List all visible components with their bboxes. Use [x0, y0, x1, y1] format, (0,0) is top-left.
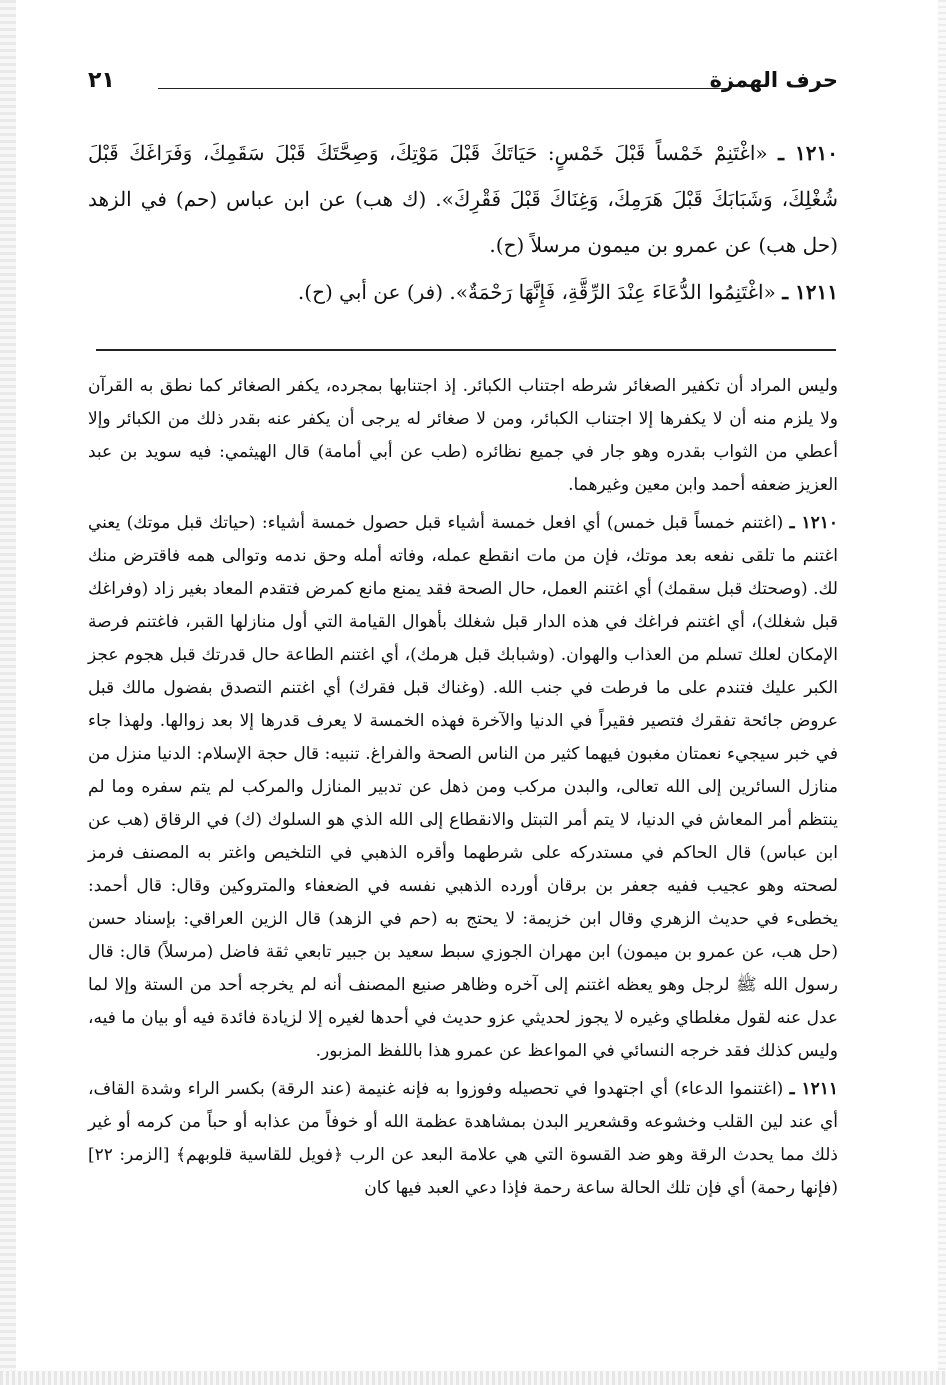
hadith-text: «اغْتَنِمُوا الدُّعَاءَ عِنْدَ الرِّقَّةِ، فَإِنَّهَا رَحْمَةٌ». (فر) عن أبي (ح). [297, 280, 776, 304]
running-header [88, 66, 838, 106]
hadith-1210 [88, 130, 838, 268]
hadith-number: ١٢١١ ـ [782, 280, 838, 304]
commentary-1211 [88, 1073, 838, 1205]
footnote-divider [96, 349, 836, 351]
commentary-1210 [88, 507, 838, 1068]
commentary-number: ١٢١٠ ـ [789, 513, 838, 533]
hadith-1211 [88, 269, 838, 315]
commentary [88, 370, 838, 1210]
commentary-text: (اغتنم خمساً قبل خمس) أي افعل خمسة أشياء قبل حصول خمسة أشياء: (حياتك قبل موتك) يعني اغتنم ما تلقى نفعه بعد موتك، فإن من مات انقطع عمله، وفاته أمله وحق ندمه وتوالى همه فاقترض منك لك. (وصحتك قبل سقمك) أي اغتنم العمل، حال الصحة فقد يمنع مانع كمرض فتقدم المعاد بغير زاد (وفراغك قبل شغلك)، أي اغتنم فراغك في هذه الدار قبل شغلك بأهوال القيامة التي أول منازلها القبر، فاغتنم فرصة الإمكان لعلك تسلم من العذاب والهوان. (وشبابك قبل هرمك)، أي اغتنم الطاعة حال قدرتك قبل هجوم عجز الكبر عليك فتندم على ما فرطت في جنب الله. (وغناك قبل فقرك) أي اغتنم التصدق بفضول مالك قبل عروض جائحة تفقرك فتصير فقيراً في الدنيا والآخرة فهذه الخمسة لا يعرف قدرها إلا بعد زوالها. ولهذا جاء في خبر سيجيء نعمتان مغبون فيهما كثير من الناس الصحة والفراغ. تنبيه: قال حجة الإسلام: الدنيا منزل من منازل السائرين إلى الله تعالى، والبدن مركب ومن ذهل عن تدبير المنازل والمركب لم يتم سفره وما لم ينتظم أمر المعاش في الدنيا، لا يتم أمر التبتل والانقطاع إلى الله الذي هو السلوك (ك) في الرقاق (هب عن ابن عباس) قال الحاكم في مستدركه على شرطهما وأقره الذهبي في التلخيص واغتر به المصنف فرمز لصحته وهو عجيب ففيه جعفر بن برقان أورده الذهبي نفسه في الضعفاء والمتروكين وقال: قال أحمد: يخطىء في حديث الزهري وقال ابن خزيمة: لا يحتج به (حم في الزهد) قال الزين العراقي: بإسناد حسن (حل هب، عن عمرو بن ميمون) ابن مهران الجوزي سبط سعيد بن جبير تابعي ثقة فاضل (مرسلاً) قال: قال رسول الله ﷺ لرجل وهو يعظه اغتنم إلى آخره وظاهر صنيع المصنف أنه لم يخرجه أحد من الستة وإلا لما عدل عنه لقول مغلطاي وغيره لا يجوز لحديثي عزو حديث في أحدها لغيره إلا لزيادة فائدة فيه أو بيان ما فيه، وليس كذلك فقد خرجه النسائي في المواعظ عن عمرو هذا باللفظ المزبور. [88, 513, 838, 1061]
commentary-text: (اغتنموا الدعاء) أي اجتهدوا في تحصيله وفوزوا به فإنه غنيمة (عند الرقة) بكسر الراء وشدة القاف، أي عند لين القلب وخشوعه وقشعرير البدن بمشاهدة عظمة الله أو خوفاً من عذابه أو حباً من كرمه أو غير ذلك مما يحدث الرقة وهو ضد القسوة التي هي علامة البعد عن الرب ﴿فويل للقاسية قلوبهم﴾ [الزمر: ٢٢] (فإنها رحمة) أي فإن تلك الحالة ساعة رحمة فإذا دعي العبد فيها كان [88, 1079, 838, 1198]
page-number: ٢١ [88, 68, 115, 93]
hadith-number: ١٢١٠ ـ [778, 141, 839, 165]
header-rule [158, 88, 728, 89]
commentary-number: ١٢١١ ـ [789, 1079, 838, 1099]
scan-edge-left [0, 0, 16, 1385]
scan-edge-bottom [0, 1371, 946, 1385]
chapter-title: حرف الهمزة [709, 68, 838, 92]
commentary-intro: وليس المراد أن تكفير الصغائر شرطه اجتناب الكبائر. إذ اجتنابها بمجرده، يكفر الصغائر كما نطق به القرآن ولا يلزم منه أن لا يكفرها إلا اجتناب الكبائر، ومن لا صغائر له يرجى أن يكفر عنه بقدر ذلك من الكبائر وإلا أعطي من الثواب بقدره وهو جار في جميع نظائره (طب عن أبي أمامة) قال الهيثمي: فيه سويد بن عبد العزيز ضعفه أحمد وابن معين وغيرهما. [88, 376, 838, 495]
scan-edge-right [938, 0, 946, 1385]
hadith-text: «اغْتَنِمْ خَمْساً قَبْلَ خَمْسٍ: حَيَاتَكَ قَبْلَ مَوْتِكَ، وَصِحَّتَكَ قَبْلَ سَقَمِكَ، وَفَرَاغَكَ قَبْلَ شُغْلِكَ، وَشَبَابَكَ قَبْلَ هَرَمِكَ، وَغِنَاكَ قَبْلَ فَقْرِكَ». (ك هب) عن ابن عباس (حم) في الزهد (حل هب) عن عمرو بن ميمون مرسلاً (ح). [88, 141, 838, 257]
